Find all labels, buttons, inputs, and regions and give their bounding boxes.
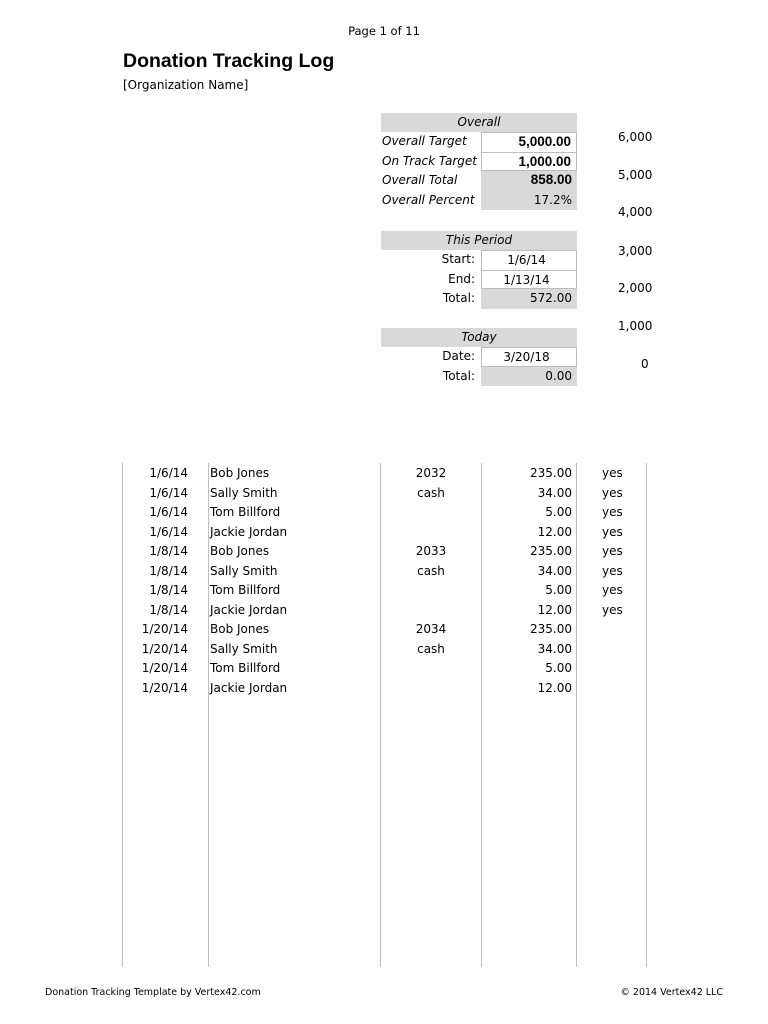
on-track-target-row (381, 152, 577, 172)
period-total-label: Total: (442, 291, 475, 305)
period-total-row (381, 289, 577, 309)
row-donor-cell[interactable]: Tom Billford (210, 661, 281, 675)
row-date-cell[interactable]: 1/20/14 (141, 622, 188, 636)
row-donor-cell[interactable]: Sally Smith (210, 641, 278, 656)
today-total-label: Total: (442, 368, 475, 383)
period-total-value: 572.00 (481, 289, 577, 309)
chart-tick-label: 6,000 (618, 130, 653, 144)
today-box (381, 328, 577, 386)
row-amount-cell[interactable]: 12.00 (537, 524, 572, 539)
period-start-row (381, 250, 577, 270)
row-method-cell[interactable]: 2032 (415, 466, 447, 480)
period-start-label: Start: (441, 252, 475, 266)
overall-target-input[interactable]: 5,000.00 (481, 132, 577, 152)
table-row (0, 524, 768, 544)
row-received-cell[interactable]: yes (602, 563, 623, 578)
table-row (0, 504, 768, 524)
on-track-target-label: On Track Target (382, 153, 477, 168)
overall-percent-row (381, 191, 577, 211)
overall-total-value: 858.00 (481, 171, 577, 191)
chart-axis-clipped (618, 128, 653, 378)
row-amount-cell[interactable]: 12.00 (537, 680, 572, 695)
row-method-cell[interactable]: cash (417, 485, 445, 500)
today-total-row (381, 367, 577, 387)
row-date-cell[interactable]: 1/20/14 (141, 641, 188, 656)
row-method-cell[interactable]: cash (417, 563, 445, 578)
row-date-cell[interactable]: 1/8/14 (149, 544, 188, 558)
row-date-cell[interactable]: 1/6/14 (149, 524, 188, 539)
row-date-cell[interactable]: 1/8/14 (149, 602, 188, 617)
page-number: Page 1 of 11 (348, 24, 420, 38)
table-row (0, 660, 768, 680)
overall-target-row (381, 132, 577, 152)
row-amount-cell[interactable]: 5.00 (545, 583, 572, 597)
overall-heading: Overall (381, 113, 577, 132)
row-received-cell[interactable]: yes (602, 602, 623, 617)
footer-credit: Donation Tracking Template by Vertex42.com (45, 987, 261, 998)
row-received-cell[interactable]: yes (602, 505, 623, 519)
this-period-box (381, 231, 577, 309)
period-start-input[interactable]: 1/6/14 (481, 250, 577, 270)
row-method-cell[interactable]: 2034 (415, 622, 447, 636)
overall-total-label: Overall Total (382, 173, 458, 187)
row-donor-cell[interactable]: Sally Smith (210, 563, 278, 578)
row-amount-cell[interactable]: 5.00 (545, 505, 572, 519)
table-row (0, 680, 768, 700)
row-date-cell[interactable]: 1/8/14 (149, 583, 188, 597)
overall-summary-box (381, 113, 577, 210)
page-title: Donation Tracking Log (123, 50, 335, 72)
table-row (0, 621, 768, 641)
table-row (0, 582, 768, 602)
row-received-cell[interactable]: yes (602, 524, 623, 539)
period-end-label: End: (448, 271, 475, 286)
row-received-cell[interactable]: yes (602, 466, 623, 480)
period-end-row (381, 270, 577, 290)
row-date-cell[interactable]: 1/6/14 (149, 466, 188, 480)
row-amount-cell[interactable]: 34.00 (537, 641, 572, 656)
row-donor-cell[interactable]: Jackie Jordan (210, 524, 288, 539)
chart-tick-label: 4,000 (618, 205, 653, 219)
overall-target-label: Overall Target (382, 134, 467, 148)
table-row (0, 465, 768, 485)
period-heading: This Period (381, 231, 577, 250)
row-amount-cell[interactable]: 235.00 (530, 622, 572, 636)
row-donor-cell[interactable]: Tom Billford (210, 583, 281, 597)
today-date-label: Date: (442, 349, 475, 363)
row-donor-cell[interactable]: Bob Jones (210, 622, 270, 636)
row-amount-cell[interactable]: 12.00 (537, 602, 572, 617)
row-donor-cell[interactable]: Tom Billford (210, 505, 281, 519)
row-date-cell[interactable]: 1/20/14 (141, 661, 188, 675)
row-donor-cell[interactable]: Jackie Jordan (210, 602, 288, 617)
row-date-cell[interactable]: 1/8/14 (149, 563, 188, 578)
chart-tick-label: 0 (641, 357, 649, 371)
row-amount-cell[interactable]: 34.00 (537, 485, 572, 500)
row-method-cell[interactable]: cash (417, 641, 445, 656)
overall-percent-label: Overall Percent (382, 192, 475, 207)
chart-tick-label: 1,000 (618, 319, 653, 333)
table-row (0, 563, 768, 583)
chart-tick-label: 3,000 (618, 244, 653, 258)
row-amount-cell[interactable]: 235.00 (530, 466, 572, 480)
table-row (0, 543, 768, 563)
row-received-cell[interactable]: yes (602, 544, 623, 558)
table-row (0, 485, 768, 505)
row-received-cell[interactable]: yes (602, 485, 623, 500)
today-date-row (381, 347, 577, 367)
table-row (0, 602, 768, 622)
row-date-cell[interactable]: 1/20/14 (141, 680, 188, 695)
donation-log-table (0, 465, 768, 699)
on-track-target-input[interactable]: 1,000.00 (481, 152, 577, 172)
today-date-value[interactable]: 3/20/18 (481, 347, 577, 367)
row-amount-cell[interactable]: 34.00 (537, 563, 572, 578)
row-amount-cell[interactable]: 5.00 (545, 661, 572, 675)
overall-total-row (381, 171, 577, 191)
row-donor-cell[interactable]: Jackie Jordan (210, 680, 288, 695)
row-amount-cell[interactable]: 235.00 (530, 544, 572, 558)
row-donor-cell[interactable]: Bob Jones (210, 466, 270, 480)
today-total-value: 0.00 (481, 367, 577, 387)
row-donor-cell[interactable]: Bob Jones (210, 544, 270, 558)
row-received-cell[interactable]: yes (602, 583, 623, 597)
overall-percent-value: 17.2% (481, 191, 577, 211)
row-date-cell[interactable]: 1/6/14 (149, 505, 188, 519)
chart-tick-label: 5,000 (618, 168, 653, 182)
row-method-cell[interactable]: 2033 (415, 544, 447, 558)
today-heading: Today (381, 328, 577, 347)
chart-tick-label: 2,000 (618, 281, 653, 295)
organization-name[interactable]: [Organization Name] (123, 78, 249, 92)
row-donor-cell[interactable]: Sally Smith (210, 485, 278, 500)
footer-copyright: © 2014 Vertex42 LLC (620, 987, 723, 998)
table-row (0, 641, 768, 661)
row-date-cell[interactable]: 1/6/14 (149, 485, 188, 500)
period-end-input[interactable]: 1/13/14 (481, 270, 577, 290)
